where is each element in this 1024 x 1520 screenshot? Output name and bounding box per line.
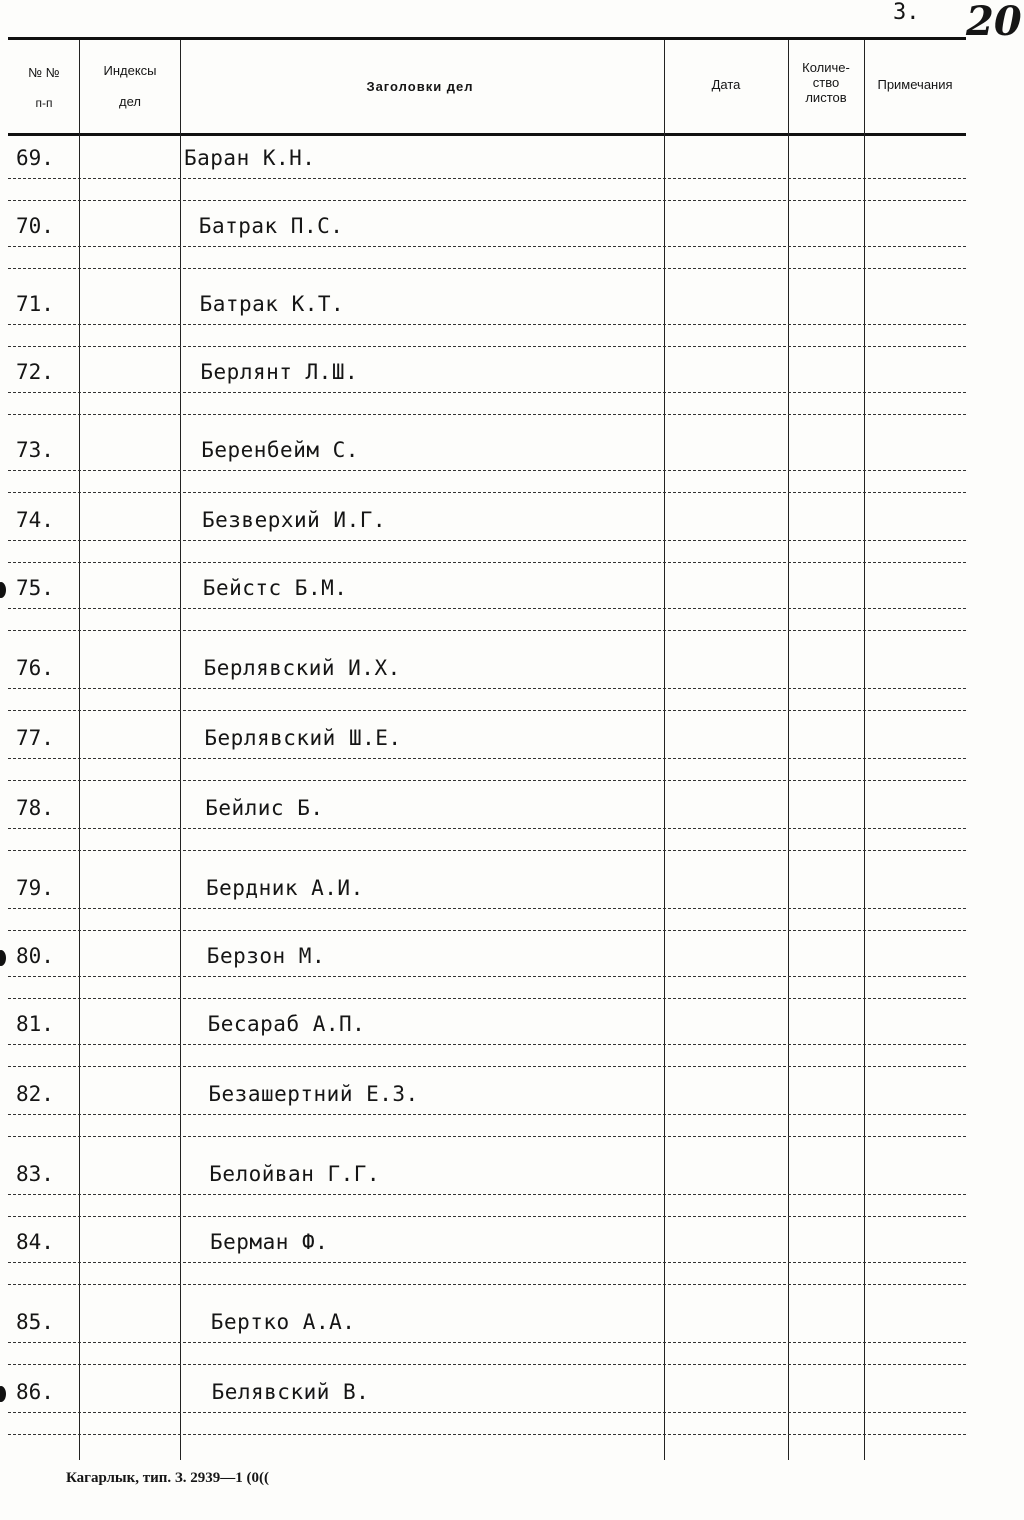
ruling-line — [8, 758, 966, 759]
ruling-line — [8, 414, 966, 415]
row-number: 76. — [16, 656, 54, 680]
ruling-line — [8, 1114, 966, 1115]
ruling-line — [8, 392, 966, 393]
ruling-line — [8, 1412, 966, 1413]
table-row — [8, 796, 966, 866]
ruling-line — [8, 1066, 966, 1067]
ruling-line — [8, 492, 966, 493]
ruling-line — [8, 1216, 966, 1217]
table-row — [8, 876, 966, 946]
case-title: Баран К.Н. — [184, 146, 316, 170]
ruling-line — [8, 200, 966, 201]
ruling-line — [8, 998, 966, 999]
case-title: Белойван Г.Г. — [209, 1162, 381, 1186]
row-number: 85. — [16, 1310, 54, 1334]
table-row — [8, 1012, 966, 1082]
ruling-line — [8, 1136, 966, 1137]
ruling-line — [8, 780, 966, 781]
header-bottom-border — [8, 133, 966, 136]
row-number: 70. — [16, 214, 54, 238]
row-number: 73. — [16, 438, 54, 462]
row-number: 80. — [16, 944, 54, 968]
ruling-line — [8, 540, 966, 541]
ruling-line — [8, 608, 966, 609]
ruling-line — [8, 850, 966, 851]
row-number: 84. — [16, 1230, 54, 1254]
ruling-line — [8, 828, 966, 829]
table-row — [8, 726, 966, 796]
punch-hole-mark — [0, 582, 6, 598]
case-title: Бертко А.А. — [210, 1310, 356, 1334]
row-number: 86. — [16, 1380, 54, 1404]
ruling-line — [8, 1434, 966, 1435]
row-number: 78. — [16, 796, 54, 820]
row-number: 74. — [16, 508, 54, 532]
ruling-line — [8, 178, 966, 179]
table-row — [8, 656, 966, 726]
table-row — [8, 214, 966, 284]
ruling-line — [8, 710, 966, 711]
table-row — [8, 146, 966, 216]
folio-number: 20 — [966, 0, 1022, 45]
ruling-line — [8, 908, 966, 909]
table-row — [8, 360, 966, 430]
row-number: 71. — [16, 292, 54, 316]
header-notes: Примечания — [877, 77, 953, 92]
case-title: Безашертний Е.З. — [208, 1082, 419, 1106]
punch-hole-mark — [0, 1386, 6, 1402]
case-title: Бердник А.И. — [206, 876, 364, 900]
ruling-line — [8, 1194, 966, 1195]
ruling-line — [8, 1262, 966, 1263]
case-title: Берман Ф. — [210, 1230, 329, 1254]
row-number: 79. — [16, 876, 54, 900]
row-number: 75. — [16, 576, 54, 600]
ruling-line — [8, 268, 966, 269]
ruling-line — [8, 562, 966, 563]
row-number: 69. — [16, 146, 54, 170]
printer-footer: Кагарлык, тип. З. 2939—1 (0(( — [66, 1470, 270, 1486]
ruling-line — [8, 1364, 966, 1365]
header-num: № № п-п — [28, 65, 60, 110]
table-row — [8, 1082, 966, 1152]
case-title: Берзон М. — [206, 944, 326, 968]
ruling-line — [8, 324, 966, 325]
table-row — [8, 944, 966, 1014]
row-number: 77. — [16, 726, 54, 750]
ruling-line — [8, 630, 966, 631]
table-row — [8, 508, 966, 578]
header-title: Заголовки дел — [366, 79, 474, 94]
ruling-line — [8, 470, 966, 471]
table-row — [8, 1310, 966, 1380]
case-title: Берлявский И.Х. — [203, 656, 401, 680]
ruling-line — [8, 1044, 966, 1045]
ruling-line — [8, 930, 966, 931]
row-number: 72. — [16, 360, 54, 384]
case-title: Беренбейм С. — [201, 438, 359, 462]
ruling-line — [8, 246, 966, 247]
row-number: 83. — [16, 1162, 54, 1186]
ruling-line — [8, 688, 966, 689]
table-row — [8, 292, 966, 362]
ruling-line — [8, 976, 966, 977]
table-row — [8, 576, 966, 646]
case-title: Бесараб А.П. — [207, 1012, 366, 1036]
header-date: Дата — [711, 77, 741, 92]
ruling-line — [8, 1342, 966, 1343]
case-title: Бейстс Б.М. — [202, 576, 348, 600]
header-index: Индексы дел — [103, 63, 157, 109]
case-title: Берлявский Ш.Е. — [204, 726, 402, 750]
table-row — [8, 1380, 966, 1450]
case-title: Белявский В. — [211, 1380, 370, 1404]
ruling-line — [8, 1284, 966, 1285]
case-title: Безверхий И.Г. — [202, 508, 387, 532]
case-title: Берлянт Л.Ш. — [200, 360, 359, 384]
table-top-border — [8, 37, 966, 40]
case-title: Батрак К.Т. — [199, 292, 345, 316]
table-row — [8, 1230, 966, 1300]
table-row — [8, 438, 966, 508]
header-count: Количе- ство листов — [802, 60, 850, 105]
row-number: 81. — [16, 1012, 54, 1036]
ruling-line — [8, 346, 966, 347]
table-row — [8, 1162, 966, 1232]
row-number: 82. — [16, 1082, 54, 1106]
punch-hole-mark — [0, 950, 6, 966]
case-title: Бейлис Б. — [205, 796, 324, 820]
page-number: 3. — [893, 0, 920, 25]
case-title: Батрак П.С. — [198, 214, 344, 238]
